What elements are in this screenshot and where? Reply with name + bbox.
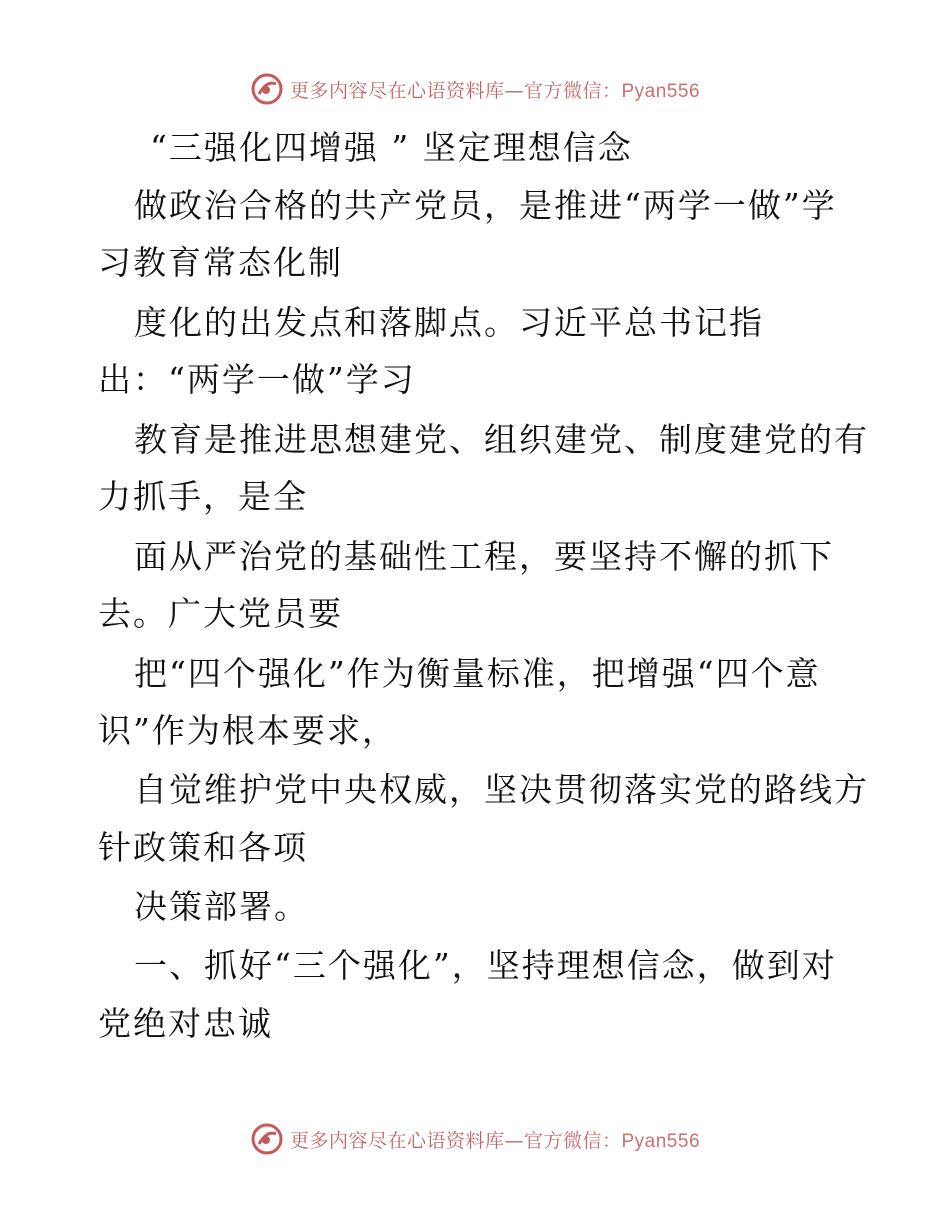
- paragraph-line: 识”作为根本要求，: [98, 711, 397, 750]
- footer-wechat-label: 官方微信：: [523, 1129, 622, 1152]
- section-heading: 一、抓好“三个强化”，坚持理想信念，做到对: [134, 946, 837, 985]
- header-dash: —: [504, 79, 524, 102]
- header-wechat-id: Pyan556: [621, 80, 701, 102]
- footer-wechat-id: Pyan556: [621, 1130, 701, 1152]
- paragraph-line: 决策部署。: [134, 887, 309, 926]
- header-main-text: 更多内容尽在心语资料库: [289, 79, 505, 102]
- paragraph-line: 做政治合格的共产党员，是推进“两学一做”学: [134, 186, 837, 225]
- paragraph-line: 习教育常态化制: [98, 243, 343, 282]
- header-banner: [0, 72, 950, 106]
- document-title: “三强化四增强 ” 坚定理想信念: [150, 128, 633, 167]
- header-wechat-label: 官方微信：: [523, 79, 622, 102]
- footer-banner: [0, 1122, 950, 1156]
- footer-text: [290, 1126, 700, 1153]
- paragraph-line: 面从严治党的基础性工程，要坚持不懈的抓下: [134, 537, 834, 576]
- paragraph-line: 度化的出发点和落脚点。习近平总书记指: [134, 303, 764, 342]
- logo-icon: [250, 72, 284, 106]
- paragraph-line: 力抓手，是全: [98, 477, 308, 516]
- paragraph-line: 针政策和各项: [98, 828, 308, 867]
- paragraph-line: 把“四个强化”作为衡量标准，把增强“四个意: [134, 654, 821, 693]
- header-text: [290, 76, 700, 103]
- paragraph-line: 出：“两学一做”学习: [98, 360, 416, 399]
- paragraph-line: 教育是推进思想建党、组织建党、制度建党的有: [134, 420, 869, 459]
- paragraph-line: 自觉维护党中央权威，坚决贯彻落实党的路线方: [134, 770, 869, 809]
- paragraph-line: 党绝对忠诚: [98, 1004, 273, 1043]
- logo-icon: [250, 1122, 284, 1156]
- footer-main-text: 更多内容尽在心语资料库: [289, 1129, 505, 1152]
- footer-dash: —: [504, 1129, 524, 1152]
- paragraph-line: 去。广大党员要: [98, 594, 343, 633]
